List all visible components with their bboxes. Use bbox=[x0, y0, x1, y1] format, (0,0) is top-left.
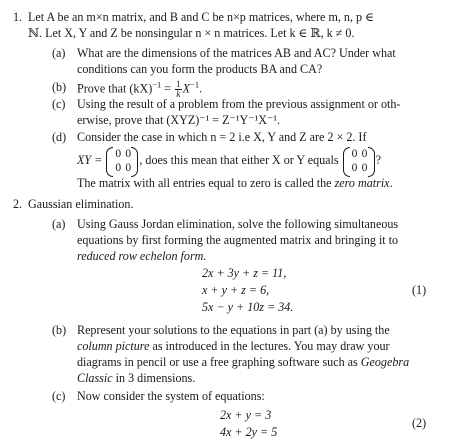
q2b-line-4-rest: in 3 dimensions. bbox=[112, 371, 196, 385]
q2c-label: (c) bbox=[52, 389, 66, 403]
matrix-2-cell-11: 0 bbox=[351, 148, 358, 161]
equation-number-1: (1) bbox=[412, 283, 427, 297]
q1b-fraction-denominator: k bbox=[176, 89, 181, 99]
q1d-mid: , does this mean that either X or Y equals bbox=[139, 153, 339, 167]
classic-term: Classic bbox=[77, 371, 113, 385]
question-1-number: 1. bbox=[13, 10, 23, 24]
question-2-title: Gaussian elimination. bbox=[28, 197, 134, 211]
q1d-lhs: XY = bbox=[77, 153, 103, 167]
q2a-line-3: reduced row echelon form. bbox=[77, 249, 207, 263]
matrix-1-cell-22: 0 bbox=[125, 162, 132, 175]
q1d-label: (d) bbox=[52, 130, 67, 144]
question-1-line-1: Let A be an m×n matrix, and B and C be n×p matrices, where m, n, p ∈ bbox=[28, 10, 375, 24]
equation-2-2: 4x + 2y = 5 bbox=[220, 425, 278, 439]
equation-1-3: 5x − y + 10z = 34. bbox=[202, 300, 294, 314]
matrix-2-cell-22: 0 bbox=[361, 162, 368, 175]
q1d-line-1: Consider the case in which n = 2 i.e X, Y and Z are 2 × 2. If bbox=[77, 130, 367, 144]
q2a-line-1: Using Gauss Jordan elimination, solve the following simultaneous bbox=[77, 217, 399, 231]
q1b-suffix: X bbox=[182, 81, 191, 96]
q2b-line-3 bbox=[77, 355, 409, 369]
q2b-line-3-text: diagrams in pencil or use a free graphing software such as bbox=[77, 355, 361, 369]
geogebra-term: Geogebra bbox=[360, 355, 410, 369]
q1b-fraction-numerator: 1 bbox=[176, 79, 181, 89]
q1d-line-2 bbox=[77, 146, 381, 175]
q2a-line-2: equations by first forming the augmented matrix and bringing it to bbox=[77, 233, 399, 247]
q1d-line-3-end: . bbox=[389, 176, 393, 190]
q1b-equals: = bbox=[161, 81, 175, 96]
q1b-label: (b) bbox=[52, 80, 67, 94]
zero-matrix-1 bbox=[106, 147, 138, 175]
q1b-exponent-2: −1 bbox=[190, 79, 200, 90]
question-2-number: 2. bbox=[13, 197, 23, 211]
q2b-line-1: Represent your solutions to the equations in part (a) by using the bbox=[77, 323, 390, 337]
matrix-1-cell-12: 0 bbox=[125, 148, 132, 161]
q1b-prefix: Prove that (kX) bbox=[77, 81, 153, 96]
q2b-line-2 bbox=[77, 339, 390, 353]
zero-matrix-term: zero matrix bbox=[334, 176, 390, 190]
matrix-2-cell-21: 0 bbox=[351, 162, 358, 175]
q1c-line-1: Using the result of a problem from the previous assignment or oth- bbox=[77, 97, 401, 111]
equation-number-2: (2) bbox=[412, 416, 427, 430]
matrix-1-cell-11: 0 bbox=[115, 148, 122, 161]
q1c-label: (c) bbox=[52, 97, 66, 111]
equation-1-1: 2x + 3y + z = 11, bbox=[202, 266, 287, 280]
q2b-line-2-rest: as introduced in the lectures. You may draw your bbox=[149, 339, 390, 353]
q1a-label: (a) bbox=[52, 46, 66, 60]
q1d-line-3 bbox=[77, 176, 393, 190]
q2b-line-4 bbox=[77, 371, 195, 385]
q2c-line-1: Now consider the system of equations: bbox=[77, 389, 265, 403]
q2a-label: (a) bbox=[52, 217, 66, 231]
q1b-end: . bbox=[199, 81, 203, 96]
zero-matrix-2 bbox=[343, 147, 375, 175]
q1a-line-1: What are the dimensions of the matrices AB and AC? Under what bbox=[77, 46, 396, 60]
q1d-line-3-text: The matrix with all entries equal to zero is called the bbox=[77, 176, 335, 190]
q1c-line-2: erwise, prove that (XYZ)⁻¹ = Z⁻¹Y⁻¹X⁻¹. bbox=[77, 113, 281, 127]
matrix-1-cell-21: 0 bbox=[115, 162, 122, 175]
column-picture-term: column picture bbox=[77, 339, 150, 353]
q1d-end: ? bbox=[375, 153, 382, 167]
q1b-exponent-1: −1 bbox=[152, 79, 162, 90]
matrix-2-cell-12: 0 bbox=[361, 148, 368, 161]
equation-2-1: 2x + y = 3 bbox=[220, 408, 272, 422]
q2b-label: (b) bbox=[52, 323, 67, 337]
q1a-line-2: conditions can you form the products BA and CA? bbox=[77, 62, 323, 76]
equation-1-2: x + y + z = 6, bbox=[202, 283, 270, 297]
question-1-line-2: ℕ. Let X, Y and Z be nonsingular n × n matrices. Let k ∈ ℝ, k ≠ 0. bbox=[28, 26, 355, 40]
